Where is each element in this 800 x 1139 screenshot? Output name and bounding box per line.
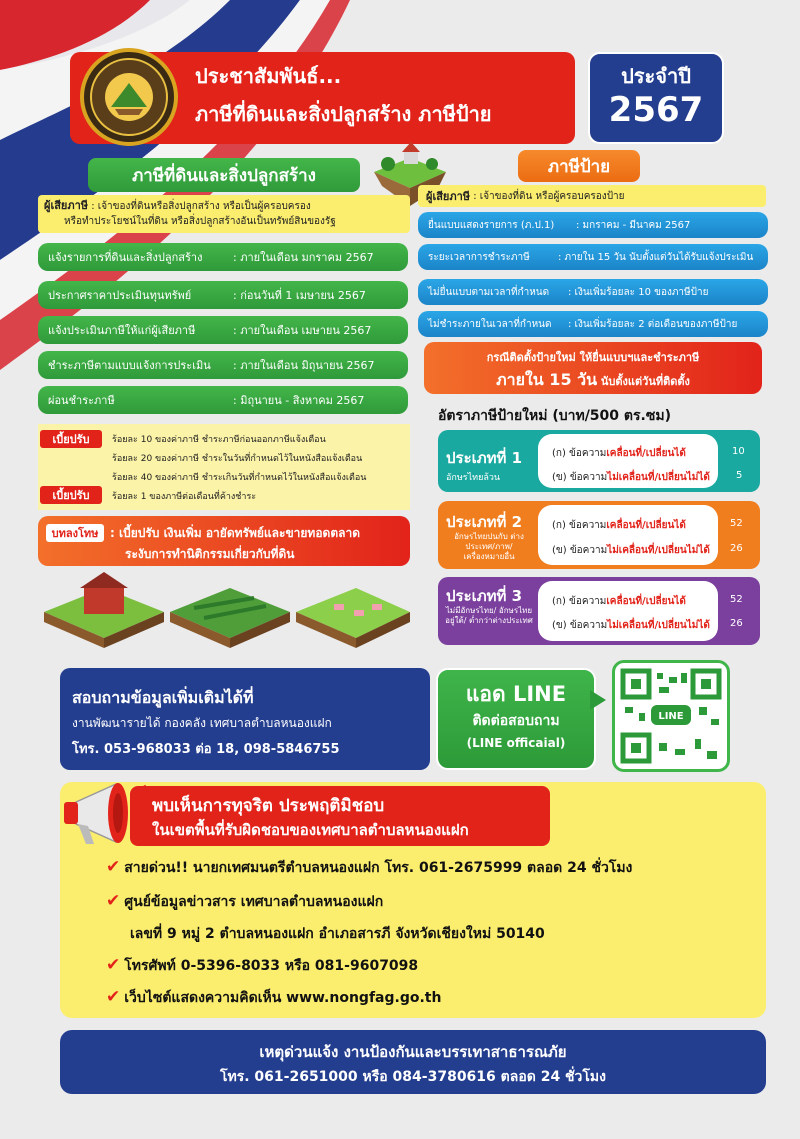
rate-value: 5	[736, 470, 743, 481]
corruption-item-text: สายด่วน!! นายกเทศมนตรีตำบลหนองแฝก โทร. 061-2675999 ตลอด 24 ชั่วโมง	[124, 860, 633, 876]
land-taxpayer-box	[38, 195, 410, 233]
land-row-label: แจ้งประเมินภาษีให้แก่ผู้เสียภาษี	[48, 324, 196, 337]
municipality-logo	[80, 48, 178, 146]
rate-type-desc: อักษรไทยปนกับ ต่างประเทศ/ภาพ/ เครื่องหมายอื่น	[454, 532, 524, 561]
corruption-title: พบเห็นการทุจริต ประพฤติมิชอบ	[152, 796, 385, 816]
land-row-label: แจ้งรายการที่ดินและสิ่งปลูกสร้าง	[48, 251, 203, 264]
rate-line-red: เคลื่อนที่/เปลี่ยนได้	[606, 596, 686, 607]
rate-line-fixed	[552, 618, 710, 633]
rate-line-moving	[552, 446, 686, 461]
sign-tax-row	[418, 212, 768, 238]
fine-badge-2	[40, 486, 102, 504]
penalty-line2: ระงับการทำนิติกรรมเกี่ยวกับที่ดิน	[125, 547, 295, 561]
land-tax-row	[38, 316, 408, 344]
land-taxpayer-line1: : เจ้าของที่ดินหรือสิ่งปลูกสร้าง หรือเป็นผู้ครอบครอง	[91, 201, 311, 212]
sign-row-label: ไม่ยื่นแบบตามเวลาที่กำหนด	[428, 286, 550, 298]
penalty-line1: : เบี้ยปรับ เงินเพิ่ม อายัดทรัพย์และขายทอดตลาด	[110, 526, 361, 540]
contact-phone[interactable]: โทร. 053-968033 ต่อ 18, 098-5846755	[72, 742, 340, 757]
new-sign-deadline-note: นับตั้งแต่วันที่ติดตั้ง	[597, 375, 690, 388]
contact-dept: งานพัฒนารายได้ กองคลัง เทศบาลตำบลหนองแฝก	[72, 716, 332, 730]
line-qr-code[interactable]	[612, 660, 730, 772]
sign-tax-heading-text: ภาษีป้าย	[547, 156, 611, 177]
fine-badge	[40, 430, 102, 448]
rate-line-moving	[552, 594, 686, 609]
rate-line-prefix: (ข) ข้อความ	[552, 620, 608, 631]
sign-row-label: ยื่นแบบแสดงรายการ (ภ.ป.1)	[428, 219, 555, 231]
rate-line-red: เคลื่อนที่/เปลี่ยนได้	[606, 520, 686, 531]
sign-tax-row	[418, 311, 768, 337]
rate-line-red: ไม่เคลื่อนที่/เปลี่ยนไม่ได้	[607, 472, 710, 483]
rate-type-desc: อักษรไทยล้วน	[446, 473, 501, 483]
emergency-line2[interactable]: โทร. 061-2651000 หรือ 084-3780616 ตลอด 24 ชั่วโมง	[219, 1069, 607, 1085]
rate-line-red: เคลื่อนที่/เปลี่ยนได้	[606, 448, 686, 459]
land-tax-heading-text: ภาษีที่ดินและสิ่งปลูกสร้าง	[132, 165, 316, 186]
corruption-subtitle: ในเขตพื้นที่รับผิดชอบของเทศบาลตำบลหนองแฝก	[152, 821, 469, 839]
land-tax-heading	[88, 158, 360, 192]
corruption-item	[106, 955, 418, 977]
sign-row-value: : ภายใน 15 วัน นับตั้งแต่วันได้รับแจ้งประเมิน	[558, 251, 754, 263]
sign-row-label: ระยะเวลาการชำระภาษี	[428, 251, 530, 263]
check-icon: ✔	[106, 987, 121, 1007]
land-row-value: : มิถุนายน - สิงหาคม 2567	[233, 394, 365, 407]
corruption-item	[106, 891, 383, 913]
land-tax-row	[38, 281, 408, 309]
rate-type-name: ประเภทที่ 2	[446, 513, 523, 531]
land-tax-row	[38, 386, 408, 414]
penalty-label	[46, 524, 104, 542]
rate-value: 52	[730, 594, 743, 605]
land-row-label: ผ่อนชำระภาษี	[48, 394, 115, 407]
new-sign-line1: กรณีติดตั้งป้ายใหม่ ให้ยื่นแบบฯและชำระภาษี	[486, 351, 700, 364]
new-sign-box	[424, 342, 762, 394]
sign-row-value: : เงินเพิ่มร้อยละ 10 ของภาษีป้าย	[568, 286, 709, 298]
rate-line-prefix: (ก) ข้อความ	[552, 596, 607, 607]
megaphone-icon	[56, 776, 156, 850]
rate-value: 10	[732, 446, 745, 457]
corruption-item	[106, 857, 632, 879]
rate-line-fixed	[552, 543, 710, 558]
land-tax-row	[38, 351, 408, 379]
rate-type-name: ประเภทที่ 1	[446, 449, 523, 467]
rate-line-moving	[552, 518, 686, 533]
new-sign-deadline: ภายใน 15 วัน	[496, 370, 598, 389]
corruption-item-text: เว็บไซต์แสดงความคิดเห็น www.nongfag.go.th	[124, 990, 442, 1006]
year-label: ประจำปี	[621, 64, 691, 88]
land-tax-row	[38, 243, 408, 271]
line-title: แอด LINE	[465, 682, 567, 706]
fine-extra-line: ร้อยละ 1 ของภาษีต่อเดือนที่ค้างชำระ	[112, 492, 257, 502]
sign-row-value: : มกราคม - มีนาคม 2567	[576, 219, 691, 231]
qr-line-label: LINE	[658, 711, 684, 722]
fine-badge-text: เบี้ยปรับ	[52, 433, 90, 446]
corruption-item-text: โทรศัพท์ 0-5396-8033 หรือ 081-9607098	[124, 958, 419, 974]
sign-taxpayer-label: ผู้เสียภาษี	[426, 190, 471, 203]
check-icon: ✔	[106, 857, 121, 877]
penalty-label-text: บทลงโทษ	[51, 527, 99, 540]
rate-title: อัตราภาษีป้ายใหม่ (บาท/500 ตร.ซม)	[438, 408, 671, 424]
sign-taxpayer-box	[418, 185, 766, 207]
land-row-value: : ภายในเดือน มกราคม 2567	[233, 251, 374, 264]
corruption-item[interactable]	[106, 987, 441, 1009]
header-title-line2: ภาษีที่ดินและสิ่งปลูกสร้าง ภาษีป้าย	[195, 102, 492, 126]
sign-taxpayer-text: : เจ้าของที่ดิน หรือผู้ครอบครองป้าย	[473, 190, 625, 202]
land-row-label: ชำระภาษีตามแบบแจ้งการประเมิน	[48, 359, 211, 372]
line-note: (LINE officaial)	[466, 736, 566, 750]
land-row-label: ประกาศราคาประเมินทุนทรัพย์	[48, 289, 192, 302]
year-value: 2567	[608, 90, 704, 130]
rate-line-prefix: (ข) ข้อความ	[552, 472, 608, 483]
corruption-address: เลขที่ 9 หมู่ 2 ตำบลหนองแฝก อำเภอสารภี จังหวัดเชียงใหม่ 50140	[130, 926, 545, 942]
rate-value: 52	[730, 518, 743, 529]
rate-value: 26	[730, 618, 743, 629]
rate-line-red: ไม่เคลื่อนที่/เปลี่ยนไม่ได้	[607, 545, 710, 556]
fine-line: ร้อยละ 20 ของค่าภาษี ชำระในวันที่กำหนดไว้ในหนังสือแจ้งเตือน	[112, 454, 363, 464]
sign-tax-heading	[518, 150, 640, 182]
rate-line-fixed	[552, 470, 710, 485]
rate-value: 26	[730, 543, 743, 554]
emergency-line1: เหตุด่วนแจ้ง งานป้องกันและบรรเทาสาธารณภัย	[259, 1043, 567, 1061]
land-taxpayer-line2: หรือทำประโยชน์ในที่ดิน หรือสิ่งปลูกสร้างอันเป็นทรัพย์สินของรัฐ	[64, 216, 336, 227]
rate-line-prefix: (ก) ข้อความ	[552, 520, 607, 531]
land-row-value: : ภายในเดือน เมษายน 2567	[233, 324, 372, 337]
rate-line-prefix: (ก) ข้อความ	[552, 448, 607, 459]
fine-line: ร้อยละ 10 ของค่าภาษี ชำระภาษีก่อนออกภาษีแจ้งเตือน	[112, 435, 326, 445]
contact-title: สอบถามข้อมูลเพิ่มเติมได้ที่	[72, 688, 254, 707]
check-icon: ✔	[106, 955, 121, 975]
land-row-value: : ก่อนวันที่ 1 เมษายน 2567	[233, 289, 366, 302]
line-sub: ติดต่อสอบถาม	[472, 713, 560, 729]
check-icon: ✔	[106, 891, 121, 911]
logo-emblem-icon	[89, 57, 169, 137]
header-title-line1: ประชาสัมพันธ์...	[195, 64, 342, 88]
rate-line-red: ไม่เคลื่อนที่/เปลี่ยนไม่ได้	[607, 620, 710, 631]
rate-type-desc: ไม่มีอักษรไทย/ อักษรไทยอยู่ใต้/ ต่ำกว่าต่างประเทศ	[445, 606, 533, 625]
rate-line-prefix: (ข) ข้อความ	[552, 545, 608, 556]
sign-tax-row	[418, 244, 768, 270]
sign-row-label: ไม่ชำระภายในเวลาที่กำหนด	[428, 318, 552, 330]
fine-line: ร้อยละ 40 ของค่าภาษี ชำระเกินวันที่กำหนดไว้ในหนังสือแจ้งเตือน	[112, 473, 367, 483]
fine-badge-2-text: เบี้ยปรับ	[52, 489, 90, 502]
rate-type-name: ประเภทที่ 3	[446, 587, 523, 605]
farm-illustration-icon	[44, 568, 410, 648]
land-row-value: : ภายในเดือน มิถุนายน 2567	[233, 359, 375, 372]
sign-row-value: : เงินเพิ่มร้อยละ 2 ต่อเดือนของภาษีป้าย	[568, 318, 738, 330]
land-taxpayer-label: ผู้เสียภาษี	[44, 199, 89, 212]
corruption-item-text: ศูนย์ข้อมูลข่าวสาร เทศบาลตำบลหนองแฝก	[124, 894, 384, 910]
sign-tax-row	[418, 279, 768, 305]
